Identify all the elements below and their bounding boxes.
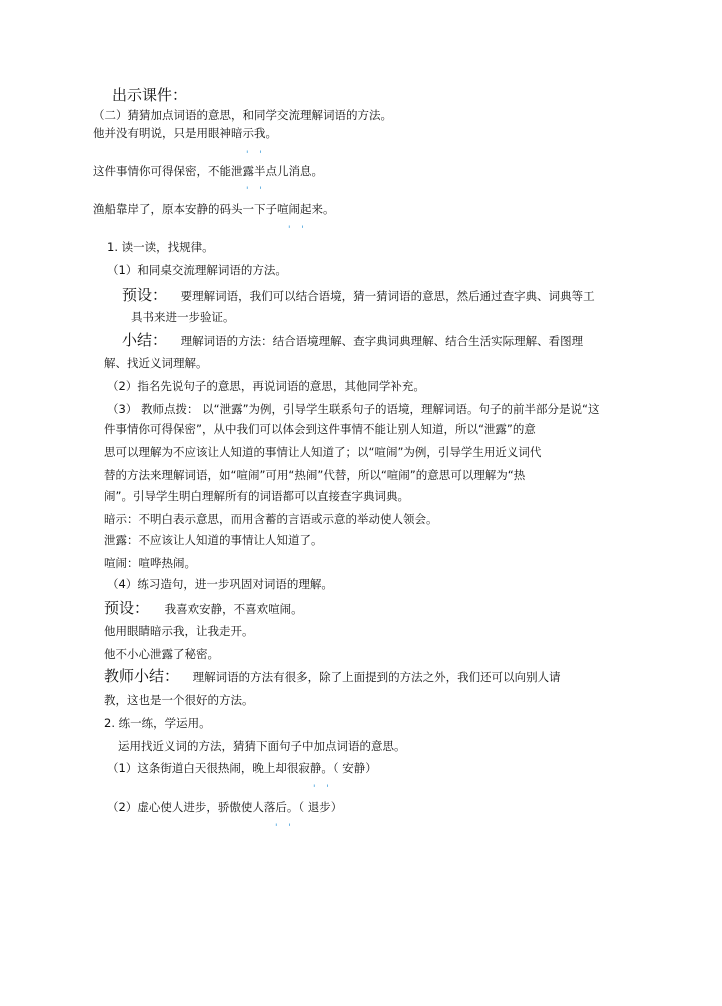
dot-mark: ' ' [246, 186, 266, 196]
teacher-summary-label: 教师小结： [104, 667, 180, 685]
teacher-summary-cont: 教，这也是一个很好的方法。 [104, 693, 254, 707]
preset-text: 我喜欢安静，不喜欢喧闹。 [164, 602, 303, 616]
teacher-tip-line-2: 件事情你可得保密”，从中我们可以体会到这件事情不能让别人知道，所以“泄露”的意 [104, 422, 536, 436]
summary-text: 理解词语的方法：结合语境理解、查字典词典理解、结合生活实际理解、看图理 [180, 334, 584, 348]
example-sentence-1: 他并没有明说，只是用眼神暗示我。 [93, 126, 277, 140]
definition-xielu: 泄露：不应该让人知道的事情让人知道了。 [104, 533, 323, 547]
example-sentence-2: 这件事情你可得保密，不能泄露半点儿消息。 [93, 164, 323, 178]
step-1-sub-4: （4）练习造句，进一步巩固对词语的理解。 [107, 577, 333, 591]
preset-label: 预设： [122, 286, 168, 304]
teacher-summary-text: 理解词语的方法有很多，除了上面提到的方法之外，我们还可以向别人请 [192, 670, 561, 684]
preset-1 [122, 287, 595, 304]
step-1-sub-1: （1）和同桌交流理解词语的方法。 [107, 263, 287, 277]
preset-label: 预设： [104, 599, 150, 617]
dot-mark: ' ' [246, 150, 266, 160]
step-2-title: 2. 练一练，学运用。 [104, 716, 211, 730]
exercise-1: （1）这条街道白天很热闹，晚上却很寂静。（ 安静） [107, 761, 377, 775]
step-1-sub-2: （2）指名先说句子的意思，再说词语的意思，其他同学补充。 [107, 379, 425, 393]
preset-2 [104, 600, 303, 617]
step-1-title: 1. 读一读，找规律。 [107, 240, 214, 254]
teacher-summary [104, 668, 561, 685]
teacher-tip-line-3: 思可以理解为不应该让人知道的事情让人知道了；以“喧闹”为例，引导学生用近义词代 [104, 445, 542, 459]
definition-anshi: 暗示：不明白表示意思，而用含蓄的言语或示意的举动使人领会。 [104, 512, 438, 526]
example-sentence-3: 渔船靠岸了，原本安静的码头一下子喧闹起来。 [93, 202, 335, 216]
preset-1-cont: 具书来进一步验证。 [131, 310, 235, 324]
summary-1-cont: 解、找近义词理解。 [104, 356, 208, 370]
step-2-instruction: 运用找近义词的方法，猜猜下面句子中加点词语的意思。 [118, 739, 406, 753]
heading-show-courseware: 出示课件： [112, 86, 188, 104]
example-make-sentence-2: 他不小心泄露了秘密。 [104, 647, 219, 661]
section-title-two: （二）猜猜加点词语的意思，和同学交流理解词语的方法。 [93, 108, 392, 122]
dot-mark: ' ' [313, 784, 333, 794]
definition-xuannao: 喧闹：喧哗热闹。 [104, 556, 196, 570]
dot-mark: ' ' [275, 823, 295, 833]
teacher-tip-line-4: 替的方法来理解词语，如“喧闹”可用“热闹”代替，所以“喧闹”的意思可以理解为“热 [104, 468, 526, 482]
teacher-tip-line-1: （3） 教师点拨： 以“泄露”为例，引导学生联系句子的语境，理解词语。句子的前半部分是说“这 [107, 402, 600, 416]
teacher-tip-line-5: 闹”。引导学生明白理解所有的词语都可以直接查字典词典。 [104, 489, 409, 503]
preset-text: 要理解词语，我们可以结合语境，猜一猜词语的意思，然后通过查字典、词典等工 [180, 289, 595, 303]
summary-1 [122, 332, 583, 349]
summary-label: 小结： [122, 331, 168, 349]
example-make-sentence-1: 他用眼睛暗示我，让我走开。 [104, 624, 254, 638]
exercise-2: （2）虚心使人进步，骄傲使人落后。（ 退步） [107, 800, 343, 814]
dot-mark: ' ' [288, 225, 308, 235]
